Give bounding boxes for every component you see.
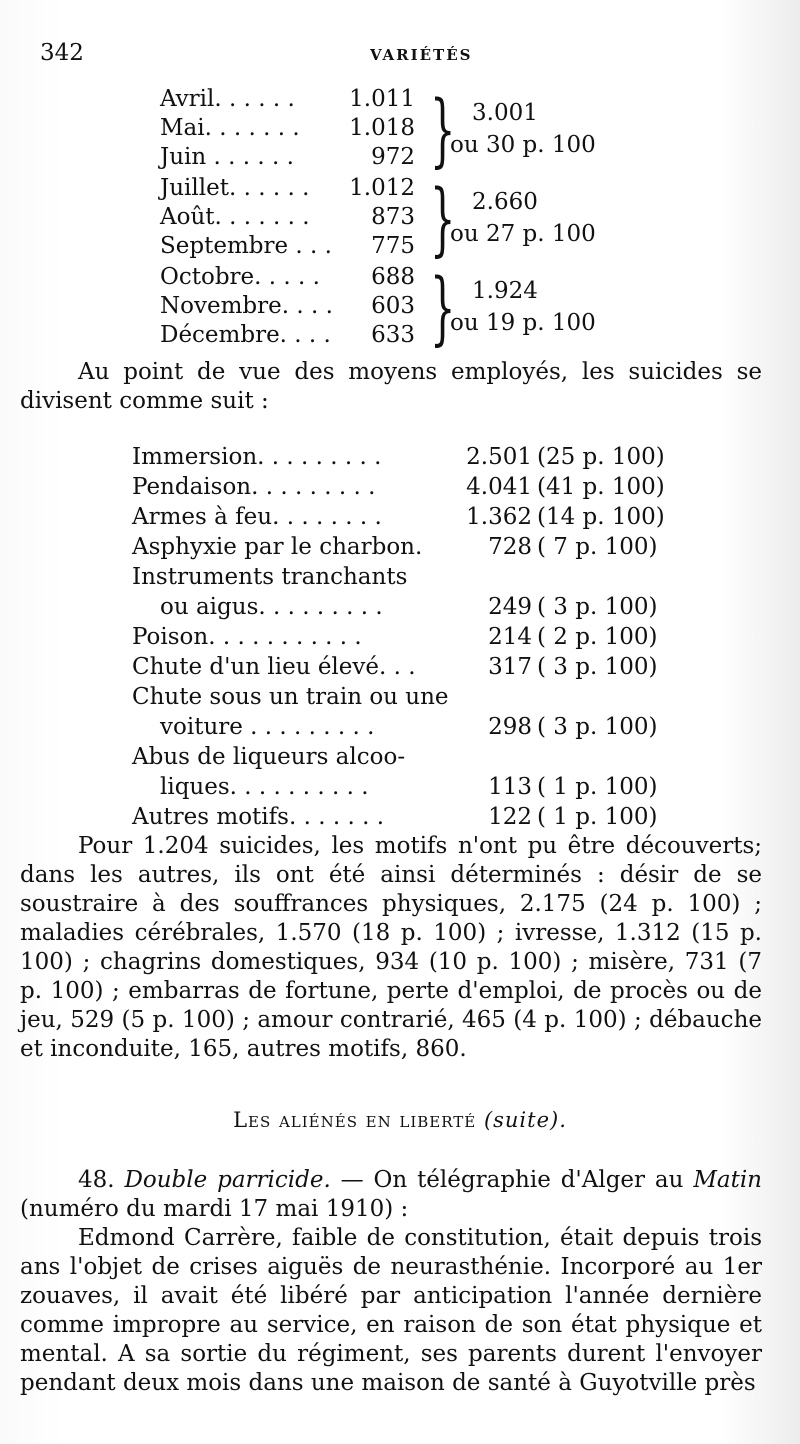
motives-paragraph — [20, 832, 762, 1064]
month-name: Août. . . . . . . — [160, 204, 310, 230]
means-percent: ( 1 p. 100) — [537, 804, 658, 830]
means-label: ou aigus. . . . . . . . . — [160, 594, 383, 620]
means-percent: (14 p. 100) — [537, 504, 665, 530]
means-row — [132, 804, 692, 834]
motives-text: Pour 1.204 suicides, les motifs n'ont pu être découverts; dans les autres, ils ont été ainsi déterminés : désir de se soustraire à des souffrances physiques, 2.175 (24 p. 100) ; maladies cérébrales, 1.570 (18 p. 100) ; ivresse, 1.312 (15 p. 100) ; chagrins domestiques, 934 (10 p. 100) ; misère, 731 (7 p. 100) ; embarras de fortune, perte d'emploi, de procès ou de jeu, 529 (5 p. 100) ; amour contrarié, 465 (4 p. 100) ; débauche et inconduite, 165, autres motifs, 860. — [20, 833, 762, 1062]
monthly-suicides-table — [160, 83, 720, 354]
means-count: 122 — [488, 804, 532, 830]
means-count: 317 — [488, 654, 532, 680]
means-row — [132, 774, 692, 804]
means-label: Chute sous un train ou une — [132, 684, 449, 710]
brace-icon: } — [430, 83, 456, 176]
means-count: 2.501 — [466, 444, 532, 470]
means-row — [132, 624, 692, 654]
means-count: 113 — [488, 774, 532, 800]
means-row — [132, 534, 692, 564]
means-intro-paragraph — [20, 358, 762, 416]
means-table — [132, 444, 692, 834]
means-percent: ( 3 p. 100) — [537, 714, 658, 740]
means-row — [132, 654, 692, 684]
group-total: 3.001 — [472, 100, 538, 126]
article-paragraph — [20, 1166, 762, 1398]
article-source: Matin — [693, 1167, 762, 1193]
means-label: Instruments tranchants — [132, 564, 408, 590]
group-total: 1.924 — [472, 278, 538, 304]
month-value: 775 — [371, 233, 415, 259]
month-name: Novembre. . . . — [160, 293, 333, 319]
running-title: VARIÉTÉS — [370, 46, 473, 64]
section-title-suffix: (suite). — [483, 1108, 567, 1132]
means-row — [132, 594, 692, 624]
group-percent: ou 19 p. 100 — [450, 310, 596, 336]
means-percent: ( 3 p. 100) — [537, 654, 658, 680]
means-percent: ( 1 p. 100) — [537, 774, 658, 800]
means-count: 249 — [488, 594, 532, 620]
means-row — [132, 444, 692, 474]
month-group — [160, 83, 720, 176]
article-date: (numéro du mardi 17 mai 1910) : — [20, 1196, 409, 1222]
month-value: 873 — [371, 204, 415, 230]
month-name: Avril. . . . . . — [160, 86, 295, 112]
means-percent: (41 p. 100) — [537, 474, 665, 500]
month-name: Juin . . . . . . — [160, 144, 294, 170]
article-dash-text: — On télégraphie d'Alger au — [340, 1167, 684, 1193]
month-value: 633 — [371, 322, 415, 348]
month-value: 972 — [371, 144, 415, 170]
means-label: Chute d'un lieu élevé. . . — [132, 654, 416, 680]
means-label: Autres motifs. . . . . . . — [132, 804, 385, 830]
brace-icon: } — [430, 261, 456, 354]
means-count: 728 — [488, 534, 532, 560]
means-label: Pendaison. . . . . . . . . — [132, 474, 376, 500]
means-row — [132, 684, 692, 714]
group-percent: ou 27 p. 100 — [450, 221, 596, 247]
month-value: 1.012 — [349, 175, 415, 201]
means-label: Abus de liqueurs alcoo- — [132, 744, 406, 770]
month-name: Décembre. . . . — [160, 322, 331, 348]
brace-icon: } — [430, 172, 456, 265]
means-label: Immersion. . . . . . . . . — [132, 444, 382, 470]
means-intro-text: Au point de vue des moyens employés, les suicides se divisent comme suit : — [20, 359, 762, 414]
article-heading: Double parricide. — [124, 1167, 331, 1193]
month-value: 1.018 — [349, 115, 415, 141]
means-percent: ( 2 p. 100) — [537, 624, 658, 650]
section-title — [0, 1108, 800, 1132]
article-number: 48. — [78, 1167, 115, 1193]
means-count: 1.362 — [466, 504, 532, 530]
month-value: 688 — [371, 264, 415, 290]
means-row — [132, 744, 692, 774]
means-label: Poison. . . . . . . . . . . — [132, 624, 362, 650]
means-row — [132, 564, 692, 594]
means-row — [132, 714, 692, 744]
month-name: Mai. . . . . . . — [160, 115, 300, 141]
page-header — [40, 40, 760, 74]
month-name: Juillet. . . . . . — [160, 175, 310, 201]
article-body: Edmond Carrère, faible de constitution, était depuis trois ans l'objet de crises aiguës de neurasthénie. Incorporé au 1er zouaves, il avait été libéré par anticipation l'année dernière comme impropre au service, en raison de son état physique et mental. A sa sortie du régiment, ses parents durent l'envoyer pendant deux mois dans une maison de santé à Guyotville près — [20, 1225, 762, 1396]
month-value: 603 — [371, 293, 415, 319]
means-count: 298 — [488, 714, 532, 740]
means-label: Asphyxie par le charbon. — [132, 534, 423, 560]
means-label: voiture . . . . . . . . . — [160, 714, 375, 740]
means-row — [132, 504, 692, 534]
means-count: 214 — [488, 624, 532, 650]
means-percent: (25 p. 100) — [537, 444, 665, 470]
month-group — [160, 261, 720, 354]
means-percent: ( 3 p. 100) — [537, 594, 658, 620]
month-name: Octobre. . . . . — [160, 264, 320, 290]
month-name: Septembre . . . — [160, 233, 332, 259]
page-number: 342 — [40, 40, 84, 66]
month-value: 1.011 — [349, 86, 415, 112]
means-row — [132, 474, 692, 504]
means-count: 4.041 — [466, 474, 532, 500]
group-total: 2.660 — [472, 189, 538, 215]
group-percent: ou 30 p. 100 — [450, 132, 596, 158]
section-title-text: Les aliénés en liberté — [233, 1108, 477, 1132]
month-group — [160, 172, 720, 265]
means-percent: ( 7 p. 100) — [537, 534, 658, 560]
means-label: liques. . . . . . . . . . — [160, 774, 369, 800]
means-label: Armes à feu. . . . . . . . — [132, 504, 382, 530]
